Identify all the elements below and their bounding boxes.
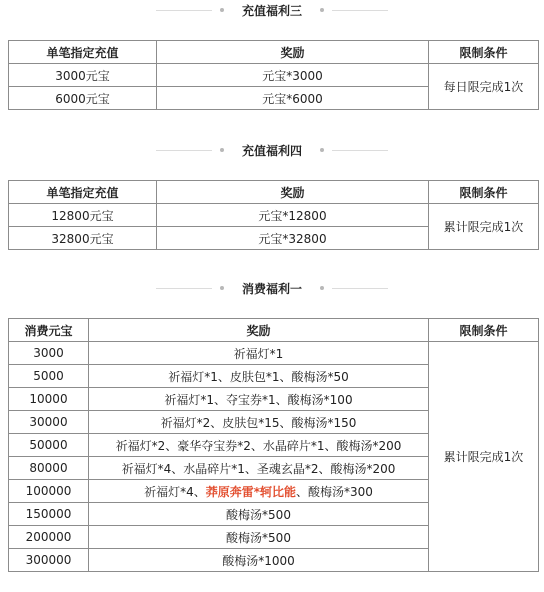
cell-reward: 元宝*12800 [157,204,429,227]
cell-reward: 祈福灯*1 [89,342,429,365]
reward-text-suffix: 、酸梅汤*300 [296,484,373,499]
section-title-recharge-3 [0,0,544,20]
header-condition: 限制条件 [429,41,539,64]
reward-text-prefix: 祈福灯*4、 [144,484,206,499]
cell-reward: 祈福灯*4、水晶碎片*1、圣魂玄晶*2、酸梅汤*200 [89,457,429,480]
cell-amount: 3000元宝 [9,64,157,87]
recharge-3-table [8,40,539,110]
cell-amount: 3000 [9,342,89,365]
table-row [9,64,539,87]
title-dot-right [320,286,324,290]
cell-amount: 200000 [9,526,89,549]
section-title-text: 充值福利四 [241,143,302,158]
cell-reward: 祈福灯*2、皮肤包*15、酸梅汤*150 [89,411,429,434]
section-title-text: 充值福利三 [241,3,302,18]
header-amount: 单笔指定充值 [9,41,157,64]
section-title-consume-1 [0,278,544,298]
title-divider-right [332,150,388,151]
cell-reward: 酸梅汤*500 [89,526,429,549]
cell-reward: 元宝*32800 [157,227,429,250]
cell-reward: 酸梅汤*1000 [89,549,429,572]
reward-highlight-skin: 莽原奔雷*轲比能 [205,484,296,499]
cell-reward: 元宝*3000 [157,64,429,87]
cell-amount: 100000 [9,480,89,503]
cell-amount: 10000 [9,388,89,411]
title-divider-right [332,10,388,11]
cell-reward [89,480,429,503]
header-amount: 单笔指定充值 [9,181,157,204]
cell-amount: 6000元宝 [9,87,157,110]
table-header-row [9,41,539,64]
table-row [9,342,539,365]
title-dot-left [220,148,224,152]
cell-condition: 累计限完成1次 [429,342,539,572]
title-dot-right [320,8,324,12]
title-divider-left [156,288,212,289]
cell-amount: 12800元宝 [9,204,157,227]
cell-amount: 50000 [9,434,89,457]
title-divider-left [156,10,212,11]
cell-amount: 32800元宝 [9,227,157,250]
cell-amount: 150000 [9,503,89,526]
cell-condition: 累计限完成1次 [429,204,539,250]
cell-reward: 元宝*6000 [157,87,429,110]
header-condition: 限制条件 [429,319,539,342]
recharge-4-table [8,180,539,250]
section-title-recharge-4 [0,140,544,160]
header-reward: 奖励 [157,41,429,64]
title-dot-left [220,8,224,12]
header-amount: 消费元宝 [9,319,89,342]
cell-amount: 30000 [9,411,89,434]
section-title-text: 消费福利一 [241,281,302,296]
cell-reward: 祈福灯*1、皮肤包*1、酸梅汤*50 [89,365,429,388]
cell-reward: 祈福灯*1、夺宝券*1、酸梅汤*100 [89,388,429,411]
consume-1-table [8,318,539,572]
cell-amount: 300000 [9,549,89,572]
table-header-row [9,181,539,204]
title-dot-left [220,286,224,290]
cell-reward: 酸梅汤*500 [89,503,429,526]
cell-reward: 祈福灯*2、豪华夺宝券*2、水晶碎片*1、酸梅汤*200 [89,434,429,457]
title-divider-left [156,150,212,151]
header-condition: 限制条件 [429,181,539,204]
header-reward: 奖励 [89,319,429,342]
header-reward: 奖励 [157,181,429,204]
title-dot-right [320,148,324,152]
table-header-row [9,319,539,342]
cell-amount: 80000 [9,457,89,480]
table-row [9,204,539,227]
title-divider-right [332,288,388,289]
cell-condition: 每日限完成1次 [429,64,539,110]
cell-amount: 5000 [9,365,89,388]
